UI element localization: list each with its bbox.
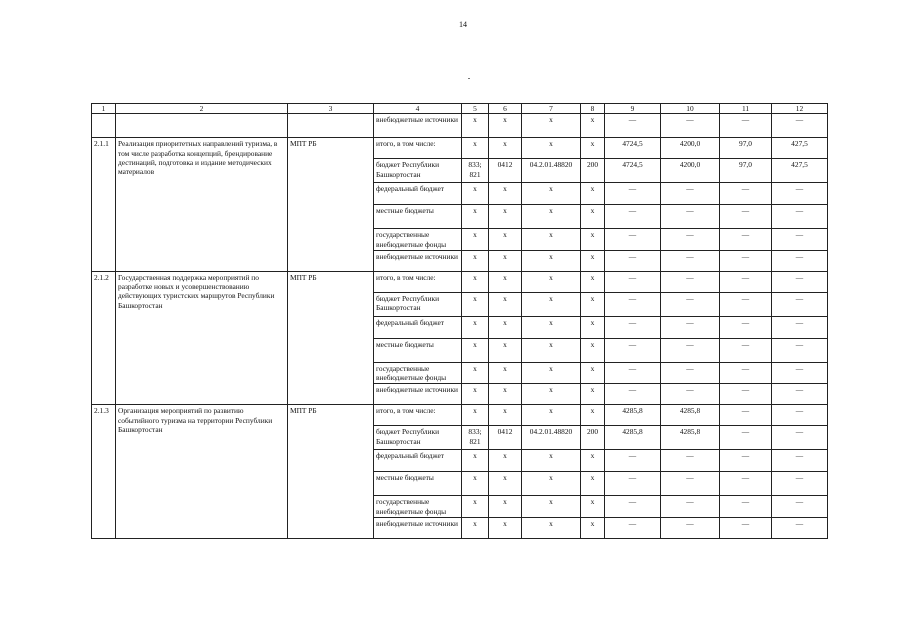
kbk-cell: x <box>522 229 581 251</box>
amount-cell: — <box>661 114 720 138</box>
amount-cell: — <box>772 114 828 138</box>
header-cell: 12 <box>772 104 828 114</box>
kbk-cell: 200 <box>581 426 605 450</box>
kbk-cell: x <box>581 472 605 496</box>
source-cell: государственные внебюджетные фонды <box>374 362 462 384</box>
amount-cell: 97,0 <box>720 138 772 159</box>
amount-cell: — <box>772 472 828 496</box>
amount-cell: 427,5 <box>772 138 828 159</box>
amount-cell: — <box>605 316 661 338</box>
kbk-cell: 04.2.01.48820 <box>522 426 581 450</box>
kbk-cell: x <box>489 205 522 229</box>
kbk-cell: x <box>522 292 581 316</box>
kbk-cell: x <box>581 271 605 292</box>
kbk-cell: x <box>489 450 522 472</box>
source-cell: итого, в том числе: <box>374 405 462 426</box>
kbk-cell: x <box>581 250 605 271</box>
item-name: Реализация приоритетных направлений туризма, в том числе разработка концепций, брендирование дестинаций, подготовка и издание методических материалов <box>116 138 288 272</box>
kbk-cell: x <box>462 271 489 292</box>
amount-cell: — <box>661 205 720 229</box>
kbk-cell: x <box>522 362 581 384</box>
kbk-cell: x <box>522 472 581 496</box>
amount-cell: — <box>661 250 720 271</box>
source-cell: бюджет Республики Башкортостан <box>374 159 462 183</box>
amount-cell: — <box>772 362 828 384</box>
amount-cell: — <box>772 405 828 426</box>
amount-cell: — <box>772 205 828 229</box>
executor: МПТ РБ <box>288 405 374 539</box>
kbk-cell: x <box>581 316 605 338</box>
kbk-cell: x <box>462 292 489 316</box>
kbk-cell: x <box>522 338 581 362</box>
kbk-cell: x <box>489 114 522 138</box>
item-name: Государственная поддержка мероприятий по разработке новых и усовершенствованию действующих туристских маршрутов Республики Башкортостан <box>116 271 288 405</box>
kbk-cell: x <box>489 496 522 518</box>
kbk-cell: x <box>581 496 605 518</box>
amount-cell: — <box>720 292 772 316</box>
kbk-cell: x <box>522 138 581 159</box>
amount-cell: — <box>605 271 661 292</box>
amount-cell: — <box>720 114 772 138</box>
source-cell: федеральный бюджет <box>374 316 462 338</box>
page-number: 14 <box>459 20 467 29</box>
amount-cell: — <box>720 338 772 362</box>
kbk-cell: x <box>489 338 522 362</box>
amount-cell: — <box>605 229 661 251</box>
amount-cell: — <box>772 271 828 292</box>
amount-cell: — <box>772 517 828 538</box>
kbk-cell: x <box>581 138 605 159</box>
amount-cell: — <box>661 316 720 338</box>
header-cell: 4 <box>374 104 462 114</box>
amount-cell: — <box>661 384 720 405</box>
kbk-cell: x <box>581 292 605 316</box>
kbk-cell: x <box>522 205 581 229</box>
amount-cell: — <box>605 384 661 405</box>
amount-cell: — <box>720 183 772 205</box>
amount-cell: 4285,8 <box>661 426 720 450</box>
source-cell: бюджет Республики Башкортостан <box>374 426 462 450</box>
kbk-cell: x <box>522 250 581 271</box>
executor: МПТ РБ <box>288 271 374 405</box>
kbk-cell: x <box>462 229 489 251</box>
amount-cell: — <box>720 405 772 426</box>
kbk-cell: x <box>462 183 489 205</box>
kbk-cell: x <box>522 183 581 205</box>
table-row <box>92 271 828 292</box>
source-cell: итого, в том числе: <box>374 271 462 292</box>
amount-cell: — <box>661 292 720 316</box>
kbk-cell: x <box>581 517 605 538</box>
amount-cell: — <box>772 292 828 316</box>
kbk-cell: 200 <box>581 159 605 183</box>
header-cell: 7 <box>522 104 581 114</box>
amount-cell: 4285,8 <box>605 405 661 426</box>
amount-cell: — <box>772 250 828 271</box>
kbk-cell: x <box>489 292 522 316</box>
amount-cell: — <box>720 384 772 405</box>
kbk-cell: x <box>462 362 489 384</box>
header-cell: 9 <box>605 104 661 114</box>
kbk-cell: x <box>462 138 489 159</box>
kbk-cell: x <box>489 183 522 205</box>
header-cell: 2 <box>116 104 288 114</box>
table-row <box>92 114 828 138</box>
amount-cell: — <box>772 229 828 251</box>
kbk-cell: x <box>522 405 581 426</box>
kbk-cell: x <box>462 114 489 138</box>
source-cell: местные бюджеты <box>374 338 462 362</box>
kbk-cell: x <box>489 362 522 384</box>
amount-cell: — <box>720 205 772 229</box>
kbk-cell: x <box>522 496 581 518</box>
header-cell: 11 <box>720 104 772 114</box>
kbk-cell: x <box>489 405 522 426</box>
amount-cell: — <box>605 338 661 362</box>
item-number: 2.1.2 <box>92 271 116 405</box>
kbk-cell: x <box>489 517 522 538</box>
item-number: 2.1.1 <box>92 138 116 272</box>
amount-cell: — <box>772 183 828 205</box>
amount-cell: — <box>605 205 661 229</box>
executor: МПТ РБ <box>288 138 374 272</box>
kbk-cell: x <box>522 316 581 338</box>
kbk-cell: x <box>489 316 522 338</box>
amount-cell: — <box>720 229 772 251</box>
amount-cell: — <box>605 250 661 271</box>
amount-cell: 427,5 <box>772 159 828 183</box>
kbk-cell: x <box>522 450 581 472</box>
kbk-cell: x <box>522 271 581 292</box>
amount-cell: — <box>661 450 720 472</box>
kbk-cell: x <box>462 338 489 362</box>
amount-cell: 4200,0 <box>661 159 720 183</box>
item-number: 2.1.3 <box>92 405 116 539</box>
amount-cell: — <box>605 183 661 205</box>
kbk-cell: x <box>581 229 605 251</box>
source-cell: местные бюджеты <box>374 205 462 229</box>
amount-cell: — <box>605 517 661 538</box>
amount-cell: — <box>772 450 828 472</box>
kbk-cell: 0412 <box>489 426 522 450</box>
kbk-cell: 833; 821 <box>462 426 489 450</box>
amount-cell: — <box>772 338 828 362</box>
amount-cell: 4285,8 <box>605 426 661 450</box>
amount-cell: — <box>661 362 720 384</box>
amount-cell: — <box>772 384 828 405</box>
header-cell: 1 <box>92 104 116 114</box>
source-cell: федеральный бюджет <box>374 183 462 205</box>
amount-cell: 4200,0 <box>661 138 720 159</box>
amount-cell: — <box>661 517 720 538</box>
kbk-cell: x <box>489 250 522 271</box>
header-cell: 3 <box>288 104 374 114</box>
source-cell: итого, в том числе: <box>374 138 462 159</box>
amount-cell: — <box>661 183 720 205</box>
kbk-cell: x <box>462 405 489 426</box>
kbk-cell: x <box>581 362 605 384</box>
amount-cell: 4724,5 <box>605 159 661 183</box>
amount-cell: — <box>720 517 772 538</box>
amount-cell: 97,0 <box>720 159 772 183</box>
empty-cell <box>288 114 374 138</box>
kbk-cell: x <box>462 496 489 518</box>
kbk-cell: x <box>462 316 489 338</box>
amount-cell: — <box>605 114 661 138</box>
amount-cell: — <box>772 496 828 518</box>
header-row <box>92 104 828 114</box>
kbk-cell: x <box>522 517 581 538</box>
kbk-cell: x <box>462 384 489 405</box>
kbk-cell: x <box>489 229 522 251</box>
kbk-cell: x <box>522 384 581 405</box>
kbk-cell: x <box>462 517 489 538</box>
amount-cell: — <box>720 316 772 338</box>
amount-cell: — <box>605 292 661 316</box>
header-cell: 6 <box>489 104 522 114</box>
kbk-cell: x <box>462 205 489 229</box>
kbk-cell: x <box>581 405 605 426</box>
amount-cell: — <box>720 271 772 292</box>
kbk-cell: x <box>462 250 489 271</box>
amount-cell: — <box>720 450 772 472</box>
table-row <box>92 138 828 159</box>
amount-cell: — <box>661 338 720 362</box>
source-cell: внебюджетные источники <box>374 517 462 538</box>
source-cell: бюджет Республики Башкортостан <box>374 292 462 316</box>
budget-table <box>91 103 828 539</box>
amount-cell: — <box>661 271 720 292</box>
kbk-cell: x <box>581 338 605 362</box>
amount-cell: — <box>605 450 661 472</box>
amount-cell: — <box>720 496 772 518</box>
amount-cell: — <box>661 496 720 518</box>
kbk-cell: x <box>581 114 605 138</box>
scan-speck <box>468 78 470 79</box>
header-cell: 5 <box>462 104 489 114</box>
amount-cell: — <box>605 472 661 496</box>
empty-cell <box>92 114 116 138</box>
amount-cell: — <box>661 472 720 496</box>
source-cell: местные бюджеты <box>374 472 462 496</box>
kbk-cell: 04.2.01.48820 <box>522 159 581 183</box>
amount-cell: — <box>772 316 828 338</box>
header-cell: 8 <box>581 104 605 114</box>
header-cell: 10 <box>661 104 720 114</box>
amount-cell: — <box>720 472 772 496</box>
kbk-cell: x <box>489 138 522 159</box>
amount-cell: — <box>772 426 828 450</box>
amount-cell: — <box>605 362 661 384</box>
source-cell: внебюджетные источники <box>374 250 462 271</box>
source-cell: государственные внебюджетные фонды <box>374 229 462 251</box>
amount-cell: — <box>605 496 661 518</box>
table-row <box>92 405 828 426</box>
kbk-cell: x <box>581 450 605 472</box>
source-cell: внебюджетные источники <box>374 114 462 138</box>
kbk-cell: x <box>489 271 522 292</box>
empty-cell <box>116 114 288 138</box>
kbk-cell: x <box>581 384 605 405</box>
kbk-cell: x <box>462 450 489 472</box>
amount-cell: — <box>720 426 772 450</box>
kbk-cell: x <box>581 183 605 205</box>
kbk-cell: 0412 <box>489 159 522 183</box>
amount-cell: 4724,5 <box>605 138 661 159</box>
source-cell: государственные внебюджетные фонды <box>374 496 462 518</box>
amount-cell: 4285,8 <box>661 405 720 426</box>
kbk-cell: x <box>489 384 522 405</box>
amount-cell: — <box>720 362 772 384</box>
amount-cell: — <box>661 229 720 251</box>
kbk-cell: x <box>581 205 605 229</box>
kbk-cell: x <box>462 472 489 496</box>
amount-cell: — <box>720 250 772 271</box>
source-cell: федеральный бюджет <box>374 450 462 472</box>
kbk-cell: 833; 821 <box>462 159 489 183</box>
kbk-cell: x <box>522 114 581 138</box>
item-name: Организация мероприятий по развитию событийного туризма на территории Республики Башкортостан <box>116 405 288 539</box>
kbk-cell: x <box>489 472 522 496</box>
source-cell: внебюджетные источники <box>374 384 462 405</box>
